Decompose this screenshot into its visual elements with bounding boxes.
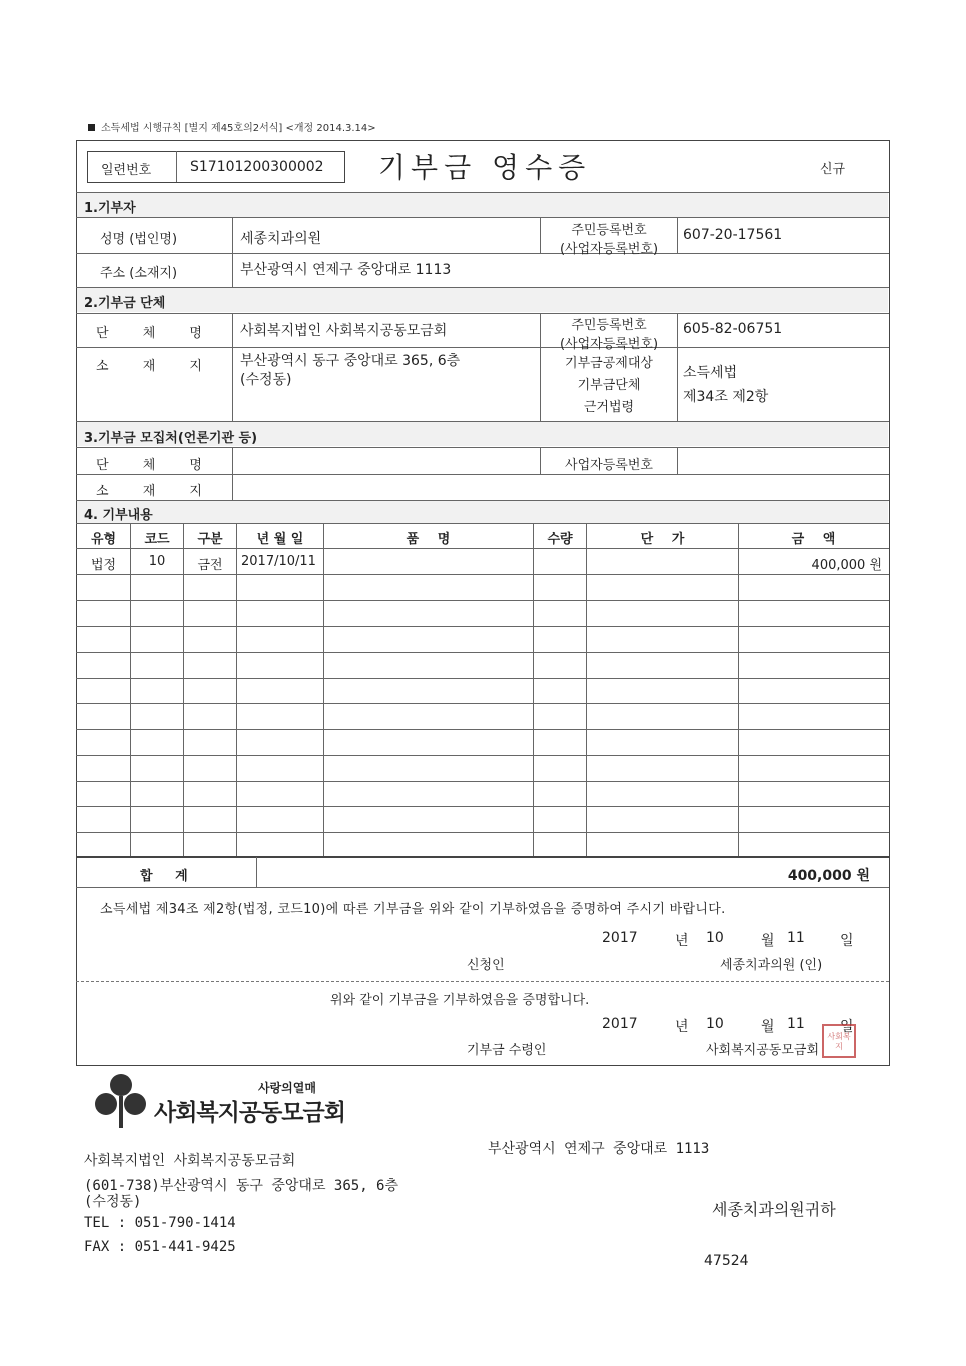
donor-name-label: 성명 (법인명)	[100, 232, 178, 247]
org-name: 사회복지법인 사회복지공동모금회	[240, 323, 448, 339]
addressee-postcode: 47524	[704, 1253, 749, 1269]
sender-name: 사회복지법인 사회복지공동모금회	[84, 1153, 296, 1169]
date1-year-unit: 년	[675, 933, 689, 949]
row-code: 10	[148, 554, 166, 569]
date2-day: 11	[787, 1016, 805, 1032]
date2-year-unit: 년	[675, 1019, 689, 1035]
request-statement: 소득세법 제34조 제2항(법정, 코드10)에 따른 기부금을 위와 같이 기부하였음을 증명하여 주시기 바랍니다.	[100, 902, 726, 917]
total-amount: 400,000 원	[787, 868, 870, 884]
date1-month: 10	[706, 930, 724, 946]
col-header-qty: 수량	[547, 532, 573, 547]
collector-address-label: 소 재 지	[96, 484, 202, 499]
sender-fax: FAX : 051-441-9425	[84, 1239, 236, 1255]
org-address: 부산광역시 동구 중앙대로 365, 6층 (수정동)	[240, 353, 461, 388]
col-header-amount: 금 액	[791, 532, 836, 547]
col-header-code: 코드	[144, 532, 170, 547]
page-title: 기부금 영수증	[378, 151, 592, 184]
applicant-name: 세종치과의원 (인)	[720, 958, 823, 973]
org-id: 605-82-06751	[683, 321, 783, 337]
org-id-label: 주민등록번호 (사업자등록번호)	[559, 318, 659, 352]
row-category: 금전	[197, 558, 223, 573]
date1-month-unit: 월	[761, 933, 775, 949]
donor-name: 세종치과의원	[240, 231, 322, 247]
date2-month: 10	[706, 1016, 724, 1032]
org-address-label: 소 재 지	[96, 359, 202, 374]
applicant-label: 신청인	[467, 958, 505, 973]
section-collector-heading: 3.기부금 모집처(언론기관 등)	[84, 431, 258, 446]
collector-biz-label: 사업자등록번호	[565, 458, 653, 473]
total-label: 합 계	[140, 869, 188, 884]
col-header-unit-price: 단 가	[640, 532, 685, 547]
row-date: 2017/10/11	[241, 554, 316, 569]
sender-address-extra: (수정동)	[84, 1194, 142, 1210]
col-header-category: 구분	[197, 532, 223, 547]
square-bullet-icon	[88, 124, 95, 131]
col-header-item: 품 명	[406, 532, 451, 547]
section-org-heading: 2.기부금 단체	[84, 296, 166, 311]
receipt-form	[76, 140, 890, 1066]
recipient-name: 사회복지공동모금회	[706, 1043, 820, 1058]
addressee-address: 부산광역시 연제구 중앙대로 1113	[488, 1141, 710, 1157]
date2-month-unit: 월	[761, 1019, 775, 1035]
logo-slogan: 사랑의열매	[258, 1081, 316, 1095]
sender-address: (601-738)부산광역시 동구 중앙대로 365, 6층	[84, 1178, 399, 1194]
donor-id: 607-20-17561	[683, 227, 783, 243]
col-header-type: 유형	[90, 532, 117, 547]
donor-address-label: 주소 (소재지)	[100, 266, 178, 281]
new-badge: 신규	[820, 162, 846, 177]
org-name-label: 단 체 명	[96, 326, 202, 341]
addressee-name: 세종치과의원귀하	[712, 1200, 836, 1219]
logo-name: 사회복지공동모금회	[154, 1100, 345, 1126]
col-header-date: 년 월 일	[256, 532, 304, 547]
serial-number: S17101200300002	[190, 159, 324, 175]
date2-day-unit: 일	[840, 1019, 854, 1035]
date2-year: 2017	[602, 1016, 638, 1032]
org-law: 소득세법 제34조 제2항	[683, 365, 769, 405]
date1-year: 2017	[602, 930, 638, 946]
row-amount: 400,000 원	[811, 558, 882, 573]
org-law-label: 기부금공제대상 기부금단체 근거법령	[565, 356, 653, 415]
official-seal: 사회복지	[822, 1024, 856, 1058]
organization-logo	[93, 1072, 163, 1134]
section-donation-heading: 4. 기부내용	[84, 508, 153, 523]
serial-label: 일련번호	[101, 163, 152, 178]
donor-id-label: 주민등록번호 (사업자등록번호)	[559, 223, 659, 257]
form-reference: 소득세법 시행규칙 [별지 제45호의2서식] <개정 2014.3.14>	[88, 119, 376, 134]
row-type: 법정	[90, 558, 117, 573]
collector-name-label: 단 체 명	[96, 458, 202, 473]
date1-day: 11	[787, 930, 805, 946]
fruit-logo-icon	[93, 1072, 163, 1130]
date1-day-unit: 일	[840, 933, 854, 949]
certify-statement: 위와 같이 기부금을 기부하였음을 증명합니다.	[330, 993, 590, 1008]
recipient-label: 기부금 수령인	[467, 1043, 547, 1058]
donor-address: 부산광역시 연제구 중앙대로 1113	[240, 262, 452, 278]
section-donor-heading: 1.기부자	[84, 201, 136, 216]
sender-tel: TEL : 051-790-1414	[84, 1215, 236, 1231]
